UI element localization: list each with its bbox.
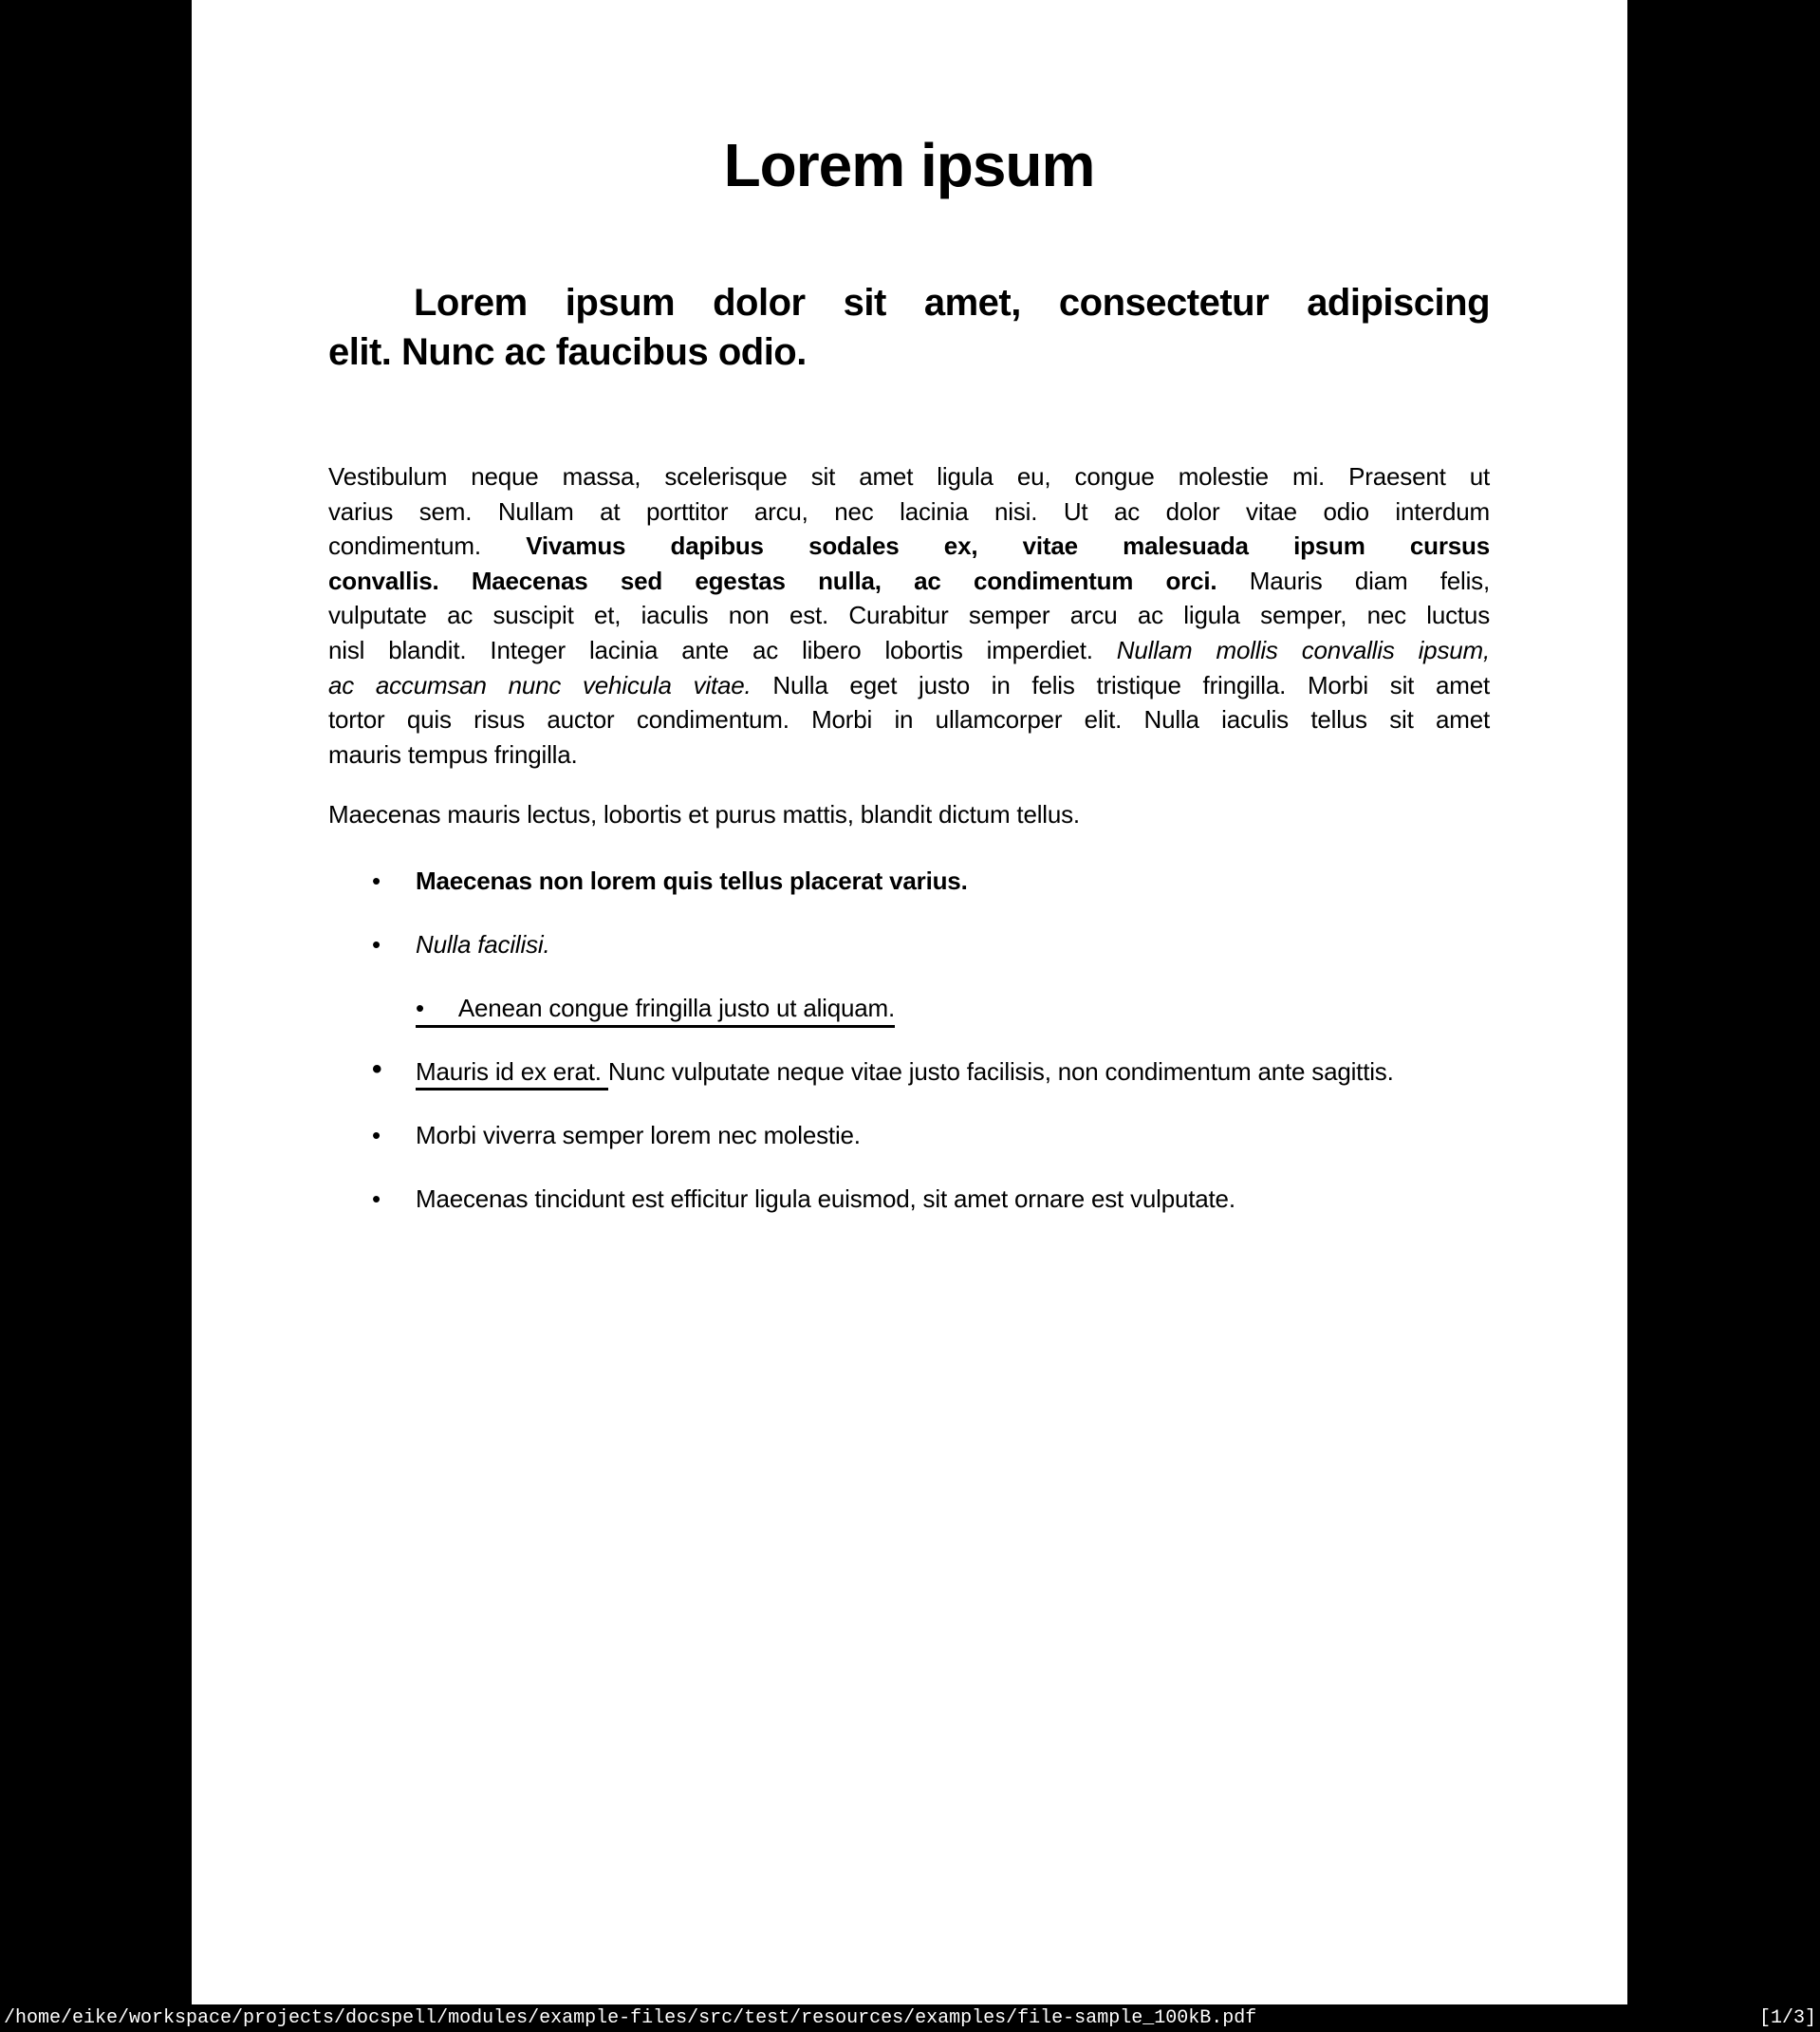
pdf-page (192, 0, 1627, 2004)
list-item (328, 1181, 1490, 1217)
text-segment: Vivamus dapibus sodales ex, vitae malesuada ipsum cursus (526, 531, 1490, 561)
bullet-icon: • (372, 1121, 381, 1149)
text-segment: Lorem ipsum dolor sit amet, consectetur adipiscing (414, 282, 1490, 324)
text-line (328, 459, 1490, 494)
text-line (328, 494, 1490, 530)
text-line (328, 633, 1490, 668)
document-heading (328, 278, 1490, 377)
text-segment: Maecenas mauris lectus, lobortis et purus mattis, blandit dictum tellus. (328, 800, 1080, 829)
bullet-icon: • (372, 930, 381, 959)
text-line (328, 797, 1490, 832)
list-item (328, 1053, 1490, 1090)
list-item (328, 926, 1490, 962)
text-segment: Nulla facilisi. (416, 930, 550, 959)
page-indicator: [1/3] (1758, 2007, 1816, 2029)
text-segment: Nulla eget justo in felis tristique fringilla. Morbi sit amet (751, 670, 1490, 699)
text-line (328, 529, 1490, 564)
text-segment: nisl blandit. Integer lacinia ante ac libero lobortis imperdiet. (328, 635, 1117, 664)
text-line (328, 598, 1490, 633)
file-path: /home/eike/workspace/projects/docspell/modules/example-files/src/test/resources/examples/file-sample_100kB.pdf (4, 2007, 1257, 2029)
text-segment: Vestibulum neque massa, scelerisque sit amet ligula eu, congue molestie mi. Praesent ut (328, 462, 1490, 491)
text-segment: Maecenas non lorem quis tellus placerat varius. (416, 867, 968, 895)
text-line (328, 702, 1490, 737)
text-segment: Morbi viverra semper lorem nec molestie. (416, 1121, 861, 1149)
text-segment: elit. Nunc ac faucibus odio. (328, 331, 807, 373)
body-paragraph-2 (328, 797, 1490, 832)
bullet-icon: • (372, 1053, 382, 1085)
text-segment: Maecenas tincidunt est efficitur ligula euismod, sit amet ornare est vulputate. (416, 1184, 1235, 1213)
text-segment: Mauris diam felis, (1216, 566, 1490, 595)
text-segment: Mauris id ex erat. (416, 1057, 608, 1091)
text-segment: ac accumsan nunc vehicula vitae. (328, 670, 752, 699)
statusbar (0, 2004, 1820, 2032)
bullet-icon: • (372, 1184, 381, 1213)
underlined-item (416, 994, 895, 1028)
body-paragraph (328, 459, 1490, 772)
text-segment: tortor quis risus auctor condimentum. Morbi in ullamcorper elit. Nulla iaculis tellus sit amet (328, 705, 1490, 735)
text-segment: condimentum. (328, 531, 527, 561)
text-segment: mauris tempus fringilla. (328, 739, 578, 769)
text-line (328, 564, 1490, 599)
text-line (328, 327, 1490, 377)
text-segment: vulputate ac suscipit et, iaculis non est. Curabitur semper arcu ac ligula semper, nec luctus (328, 601, 1490, 630)
document-title: Lorem ipsum (723, 131, 1095, 199)
bullet-list (328, 863, 1490, 1244)
text-segment: Aenean congue fringilla justo ut aliquam. (457, 994, 896, 1022)
text-line (328, 668, 1490, 703)
bullet-icon: • (416, 994, 424, 1022)
text-segment: convallis. Maecenas sed egestas nulla, ac condimentum orci. (328, 566, 1217, 595)
text-segment: varius sem. Nullam at porttitor arcu, nec lacinia nisi. Ut ac dolor vitae odio interdum (328, 496, 1490, 526)
list-item (328, 863, 1490, 899)
text-segment: Nunc vulputate neque vitae justo facilisis, non condimentum ante sagittis. (607, 1057, 1394, 1086)
bullet-icon: • (372, 867, 381, 895)
text-segment: Nullam mollis convallis ipsum, (1116, 635, 1490, 664)
text-line (328, 278, 1490, 327)
text-line (328, 737, 1490, 773)
list-item (328, 1117, 1490, 1153)
list-item (328, 990, 1490, 1026)
